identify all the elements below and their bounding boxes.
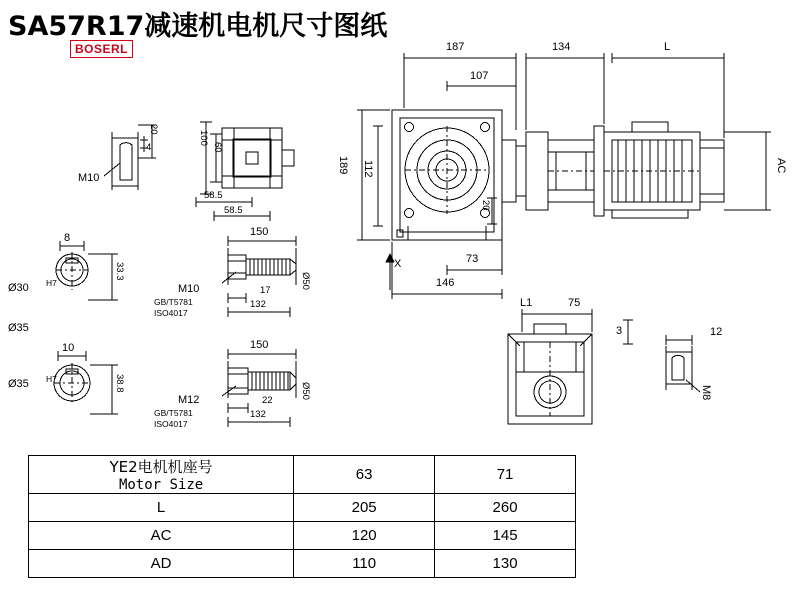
dim-L: L <box>664 41 671 53</box>
dim-dia50-top: Ø50 <box>300 272 311 290</box>
dim-146: 146 <box>436 277 455 289</box>
row-L-63: 205 <box>294 494 435 522</box>
label-iso4017-bottom: ISO4017 <box>154 419 188 429</box>
table-row <box>29 494 576 522</box>
row-label-AC: AC <box>29 522 294 550</box>
dim-58-5-b: 58.5 <box>224 205 243 216</box>
dim-dia30-tolerance: H7 <box>46 278 57 288</box>
row-AC-71: 145 <box>435 522 576 550</box>
dim-dia35-plain: Ø35 <box>8 322 29 334</box>
dim-58-5-a: 58.5 <box>204 190 223 201</box>
dim-dia30: Ø30 <box>8 282 29 294</box>
dim-17: 17 <box>260 285 271 296</box>
label-m10-bolt: M10 <box>178 283 200 295</box>
row-label-L: L <box>29 494 294 522</box>
table-row <box>29 550 576 578</box>
dim-107: 107 <box>470 70 489 82</box>
dim-112: 112 <box>362 160 374 178</box>
table-header-name <box>29 456 294 494</box>
brand-logo: BOSERL <box>70 40 133 58</box>
table-row <box>29 522 576 550</box>
page-title: SA57R17减速机电机尺寸图纸 <box>8 11 388 42</box>
dim-132-top: 132 <box>250 299 266 310</box>
dim-132-bottom: 132 <box>250 409 266 420</box>
dim-3: 3 <box>616 325 623 337</box>
table-header-row <box>29 456 576 494</box>
dim-dia35-tolerance: H7 <box>46 374 57 384</box>
row-AD-63: 110 <box>294 550 435 578</box>
dim-150-bottom: 150 <box>250 339 269 351</box>
dim-L1: L1 <box>520 297 533 309</box>
row-label-AD: AD <box>29 550 294 578</box>
dim-AC: AC <box>775 158 787 174</box>
table-header-name-cn: YE2电机机座号 <box>109 458 213 476</box>
dim-134: 134 <box>552 41 571 53</box>
label-m12-bolt: M12 <box>178 394 200 406</box>
dim-33-3: 33.3 <box>114 262 125 281</box>
dim-10: 10 <box>62 342 75 354</box>
dim-75: 75 <box>568 297 581 309</box>
table-header-name-en: Motor Size <box>118 477 204 493</box>
label-view-x: X <box>394 258 402 270</box>
dim-189: 189 <box>337 156 349 175</box>
dim-38-8: 38.8 <box>114 374 125 393</box>
dim-22: 22 <box>262 395 273 406</box>
motor-size-table <box>28 455 576 578</box>
dim-20-main: 20 <box>480 200 491 211</box>
row-AC-63: 120 <box>294 522 435 550</box>
label-iso4017-top: ISO4017 <box>154 308 188 318</box>
dim-12: 12 <box>710 326 723 338</box>
table-header-col-63: 63 <box>294 456 435 494</box>
dim-dia50-bottom: Ø50 <box>300 382 311 400</box>
dim-100: 100 <box>198 130 209 146</box>
table-header-col-71: 71 <box>435 456 576 494</box>
label-m10-key: M10 <box>78 172 100 184</box>
dim-left-20: 20 <box>148 124 159 135</box>
label-m8: M8 <box>700 385 712 401</box>
label-gb-t5781-top: GB/T5781 <box>154 297 193 307</box>
dim-73: 73 <box>466 253 479 265</box>
dim-8: 8 <box>64 232 71 244</box>
dim-150-top: 150 <box>250 226 269 238</box>
row-AD-71: 130 <box>435 550 576 578</box>
dim-dia35: Ø35 <box>8 378 29 390</box>
dim-187: 187 <box>446 41 465 53</box>
label-gb-t5781-bottom: GB/T5781 <box>154 408 193 418</box>
dim-left-4: 4 <box>146 142 152 153</box>
dim-60: 60 <box>212 142 223 153</box>
row-L-71: 260 <box>435 494 576 522</box>
